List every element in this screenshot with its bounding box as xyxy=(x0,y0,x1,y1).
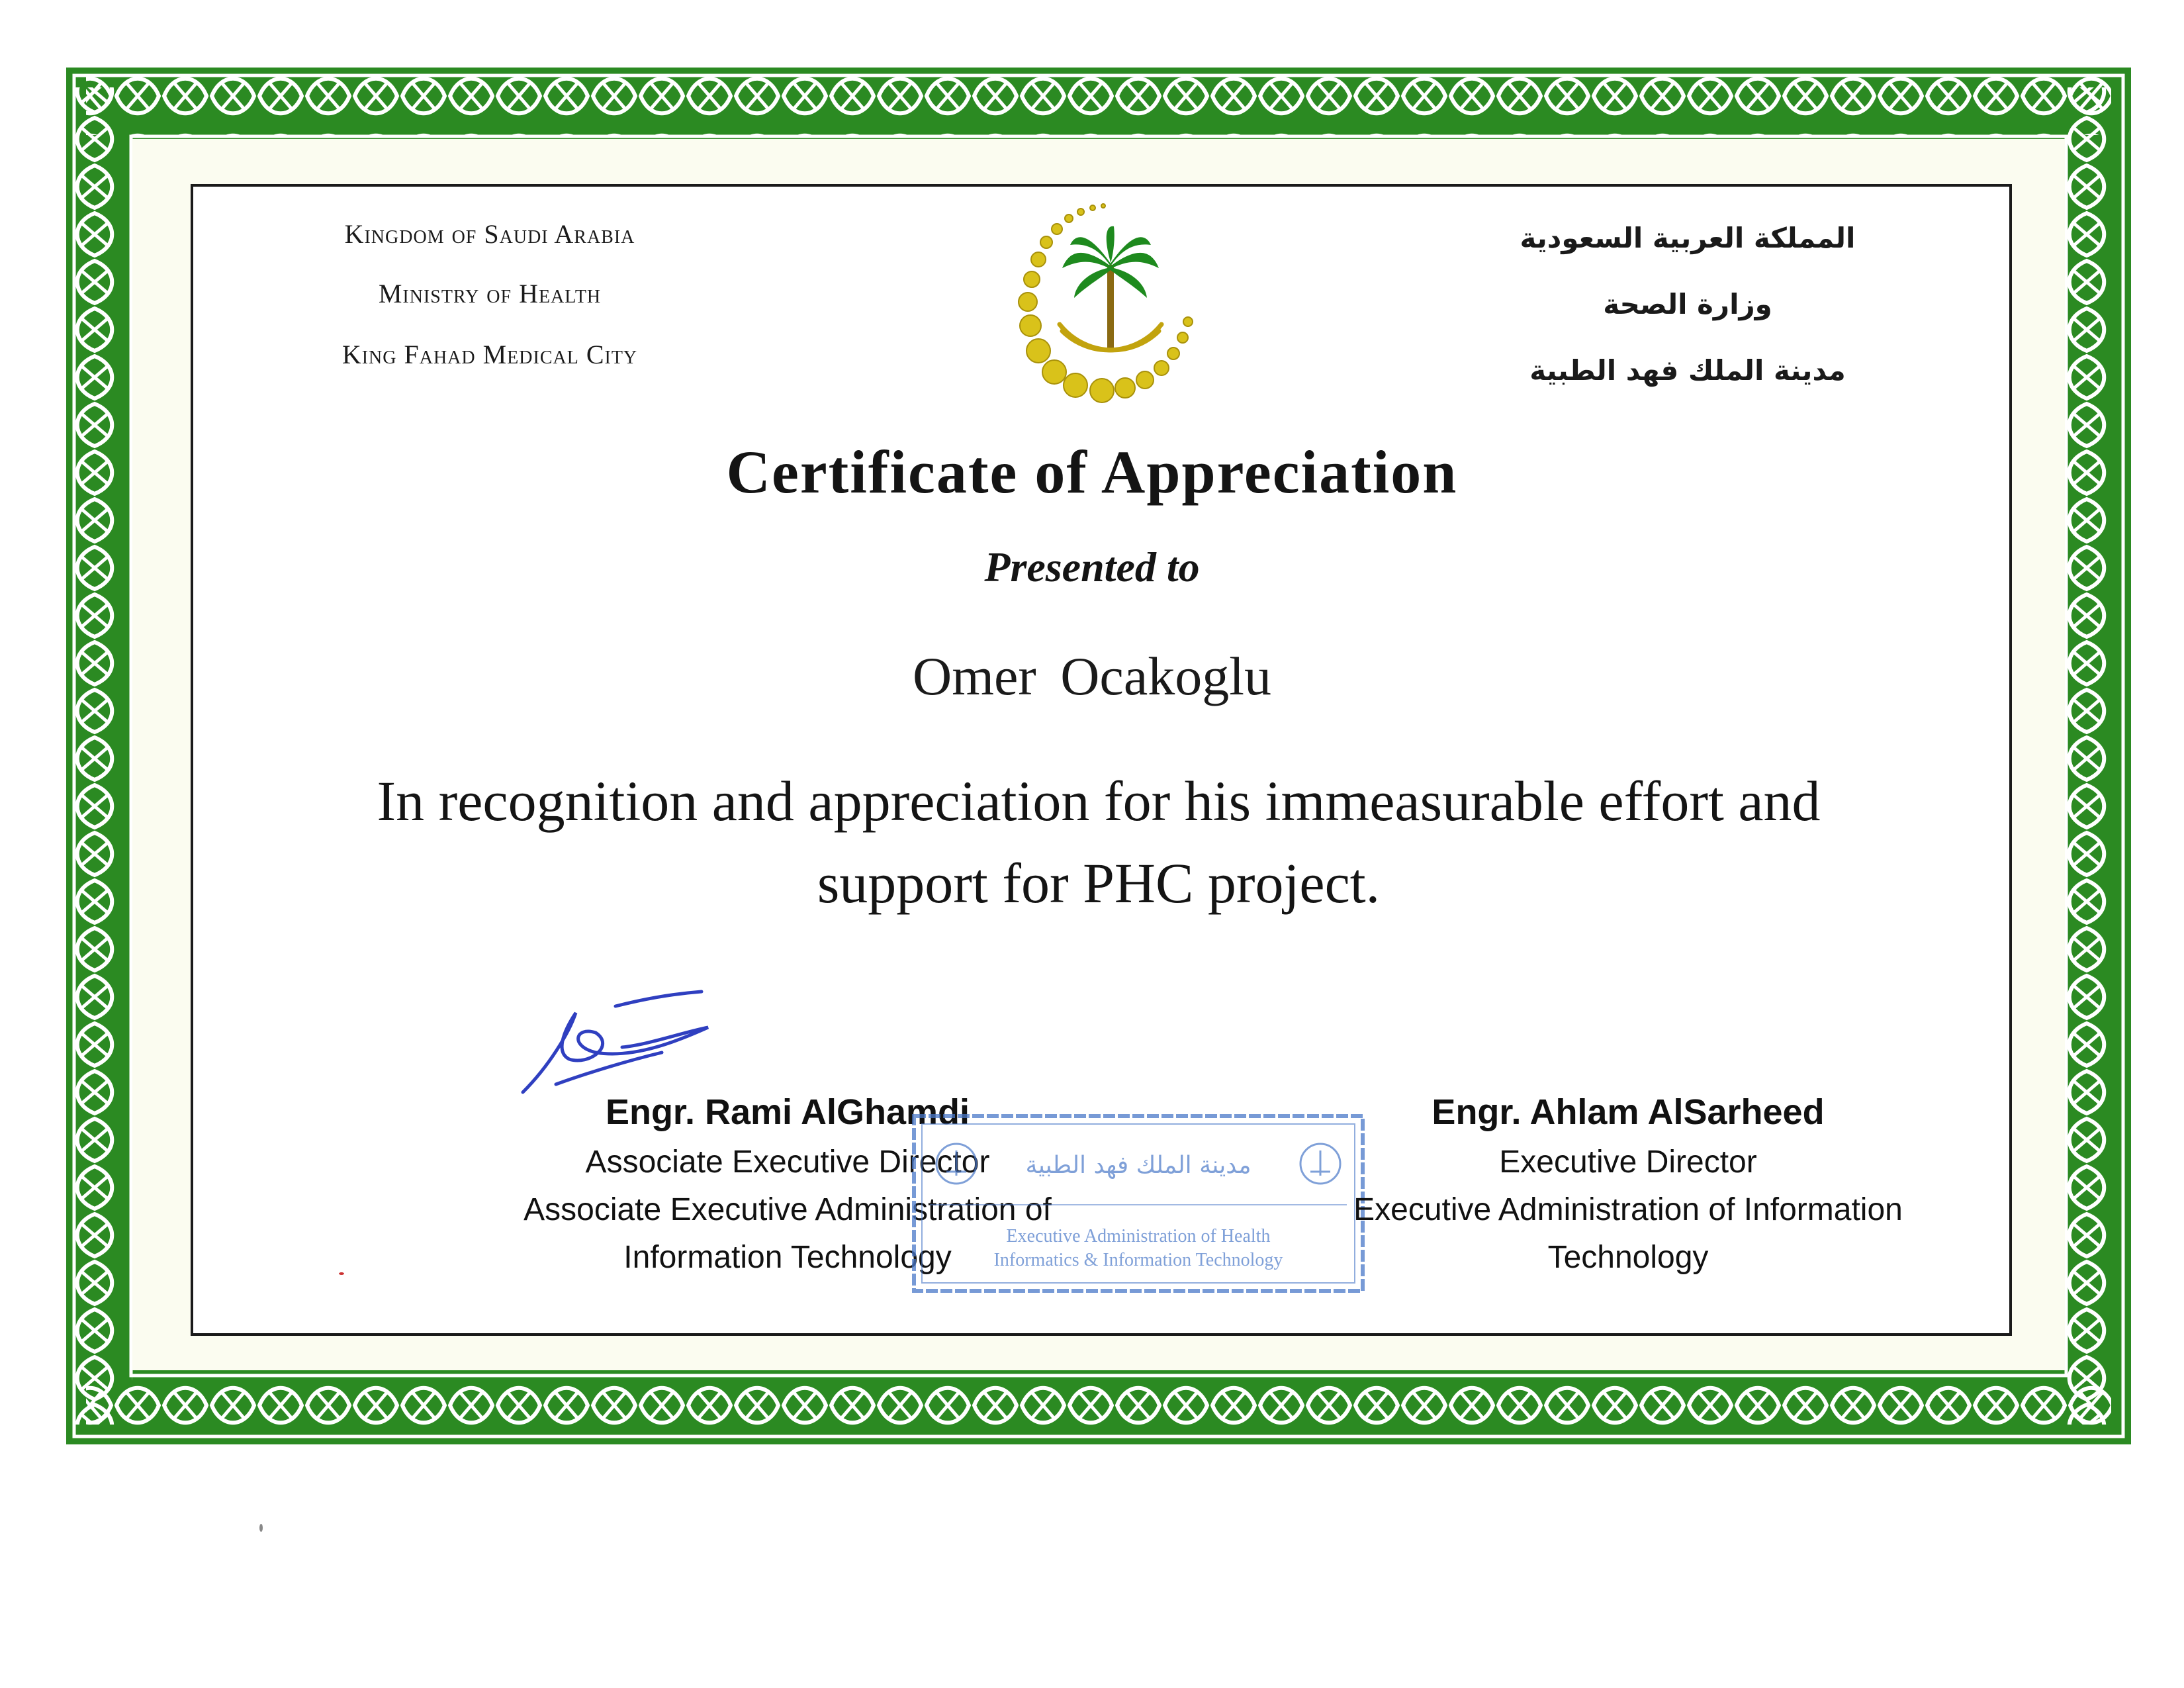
body-line-1: In recognition and appreciation for his immeasurable effort and xyxy=(377,769,1821,833)
header-institution: King Fahad Medical City xyxy=(341,340,638,369)
signatory-right-name: Engr. Ahlam AlSarheed xyxy=(1432,1092,1825,1132)
signatory-left-title: Associate Executive Director xyxy=(585,1145,990,1180)
stamp-line-1: Executive Administration of Health xyxy=(1006,1226,1271,1246)
signatory-right-dept-2: Technology xyxy=(1547,1240,1709,1275)
scan-speck xyxy=(339,1272,344,1275)
certificate-title: Certificate of Appreciation xyxy=(726,438,1458,506)
scan-speck xyxy=(259,1524,263,1532)
certificate-body xyxy=(238,760,1959,924)
signatory-left-dept-1: Associate Executive Administration of xyxy=(523,1192,1052,1227)
stamp-arabic-text: مدينة الملك فهد الطبية xyxy=(1025,1152,1251,1179)
signatory-left-name: Engr. Rami AlGhamdi xyxy=(605,1092,970,1132)
signatory-right xyxy=(1291,1086,1966,1282)
header-ministry-arabic: وزارة الصحة xyxy=(1603,288,1772,320)
signatory-right-dept-1: Executive Administration of Information xyxy=(1353,1192,1903,1227)
saudi-emblem-icon xyxy=(996,192,1221,410)
signatory-right-title: Executive Director xyxy=(1499,1145,1757,1180)
recipient-name: Omer Ocakoglu xyxy=(913,646,1271,706)
header-country: Kingdom of Saudi Arabia xyxy=(344,219,635,249)
stamp-line-2: Informatics & Information Technology xyxy=(993,1250,1283,1270)
signatory-left-dept-2: Information Technology xyxy=(623,1240,952,1275)
header-country-arabic: المملكة العربية السعودية xyxy=(1520,222,1856,254)
header-ministry: Ministry of Health xyxy=(378,279,602,308)
body-line-2: support for PHC project. xyxy=(817,851,1381,915)
header-institution-arabic: مدينة الملك فهد الطبية xyxy=(1529,354,1846,387)
presented-to-label: Presented to xyxy=(984,543,1200,590)
